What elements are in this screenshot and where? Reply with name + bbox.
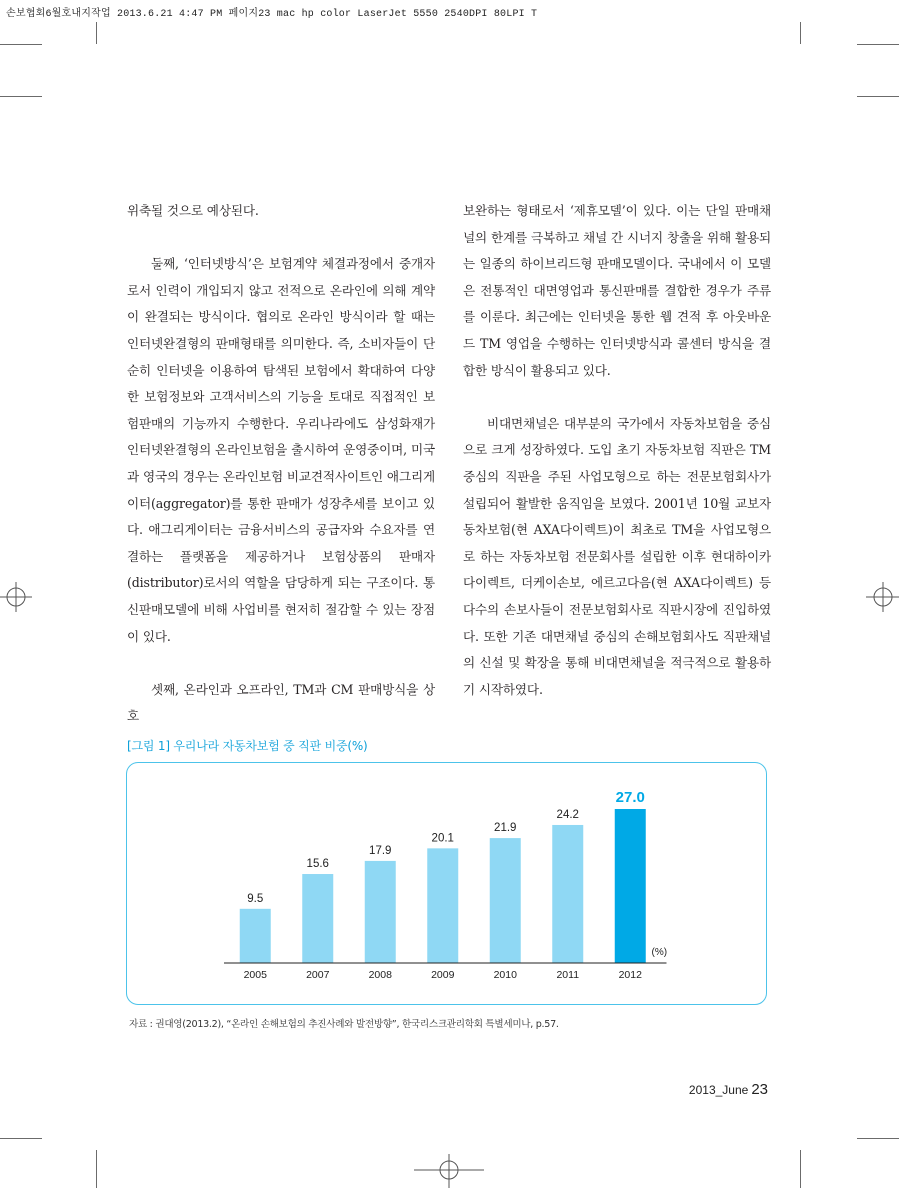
chart-bar-2005 [240, 909, 271, 963]
left-text-column [127, 198, 435, 730]
chart-value-label: 27.0 [615, 789, 645, 806]
chart-value-label: 9.5 [247, 892, 264, 905]
crop-mark-mid-right-h [857, 96, 899, 97]
crop-mark-mid-left-h [0, 96, 42, 97]
chart-bar-2011 [552, 825, 583, 963]
chart-category-label: 2011 [556, 969, 580, 981]
paragraph: 위축될 것으로 예상된다. [127, 203, 259, 218]
chart-value-label: 24.2 [556, 808, 579, 821]
paragraph: 보완하는 형태로서 ‘제휴모델’이 있다. 이는 단일 판매채널의 한계를 극복하고 채널 간 시너지 창출을 위해 활용되는 일종의 하이브리드형 판매모델이다. 국내에서 이 모델은 전통적인 대면영업과 통신판매를 결합한 경우가 주류를 이룬다. 최근에는 인터넷을 통한 웹 견적 후 아웃바운드 TM 영업을 수행하는 인터넷방식과 콜센터 방식을 결합한 방식이 활용되고 있다. [463, 203, 771, 378]
crop-mark-top-left-v [96, 22, 97, 44]
crop-mark-bottom-left-v [96, 1150, 97, 1188]
chart-bar-2007 [302, 874, 333, 963]
right-text-column [463, 198, 771, 703]
chart-category-label: 2010 [493, 969, 517, 981]
crop-mark-top-right-v [800, 22, 801, 44]
crop-mark-bottom-left-h [0, 1138, 42, 1139]
chart-category-label: 2007 [306, 969, 330, 981]
bar-chart [127, 763, 768, 1006]
crop-mark-bottom-right-h [857, 1138, 899, 1139]
page-number: 23 [751, 1081, 768, 1098]
paragraph: 둘째, ‘인터넷방식’은 보험계약 체결과정에서 중개자로서 인력이 개입되지 않고 전적으로 온라인에 의해 계약이 완결되는 방식이다. 협의로 온라인 방식이라 할 때는 인터넷완결형의 판매형태를 의미한다. 즉, 소비자들이 단순히 인터넷을 이용하여 탐색된 보험에서 확대하여 다양한 보험정보와 고객서비스의 기능을 토대로 직접적인 보험판매의 기능까지 수행한다. 우리나라에도 삼성화재가 인터넷완결형의 온라인보험을 출시하여 운영중이며, 미국과 영국의 경우는 온라인보험 비교견적사이트인 애그리게이터(aggregator)를 통한 판매가 성장추세를 보이고 있다. 애그리게이터는 금융서비스의 공급자와 수요자를 연결하는 플랫폼을 제공하거나 보험상품의 판매자(distributor)로서의 역할을 담당하게 되는 구조이다. 통신판매모델에 비해 사업비를 현저히 절감할 수 있는 장점이 있다. [127, 256, 435, 644]
chart-category-label: 2008 [368, 969, 392, 981]
chart-value-label: 17.9 [369, 844, 392, 857]
issue-label: 2013_June [688, 1083, 749, 1097]
crop-mark-top-right-h [857, 44, 899, 45]
chart-bar-2008 [365, 861, 396, 963]
paragraph: 비대면채널은 대부분의 국가에서 자동차보험을 중심으로 크게 성장하였다. 도입 초기 자동차보험 직판은 TM중심의 직판을 주된 사업모형으로 하는 전문보험회사가 설립되어 활발한 움직임을 보였다. 2001년 10월 교보자동차보험(현 AXA다이렉트)이 최초로 TM을 사업모형으로 하는 자동차보험 전문회사를 설립한 이후 현대하이카다이렉트, 더케이손보, 에르고다음(현 AXA다이렉트) 등 다수의 손보사들이 전문보험회사로 직판시장에 진입하였다. 또한 기존 대면채널 중심의 손해보험회사도 직판채널의 신설 및 확장을 통해 비대면채널을 적극적으로 활용하기 시작하였다. [463, 415, 771, 697]
chart-value-label: 21.9 [494, 822, 517, 835]
crop-mark-top-left-h [0, 44, 42, 45]
chart-bar-2010 [490, 838, 521, 963]
chart-value-label: 15.6 [306, 858, 329, 871]
registration-mark-bottom [414, 1152, 484, 1188]
chart-category-label: 2005 [243, 969, 267, 981]
registration-mark-right [866, 580, 899, 614]
chart-unit-label: (%) [651, 947, 668, 958]
chart-category-label: 2012 [618, 969, 642, 981]
chart-bar-2012 [615, 809, 646, 963]
chart-category-label: 2009 [431, 969, 455, 981]
chart-value-label: 20.1 [431, 832, 454, 845]
figure-title: [그림 1] 우리나라 자동차보험 중 직판 비중(%) [127, 739, 368, 753]
crop-mark-bottom-right-v [800, 1150, 801, 1188]
figure-source: 자료 : 권대영(2013.2), “온라인 손해보험의 추진사례와 발전방향”, 한국리스크관리학회 특별세미나, p.57. [129, 1019, 559, 1030]
registration-mark-left [0, 580, 32, 614]
printer-slug-line: 손보협회6월호내지작업 2013.6.21 4:47 PM 페이지23 mac hp color LaserJet 5550 2540DPI 80LPI T [6, 9, 538, 20]
chart-bar-2009 [427, 848, 458, 963]
page-footer [689, 1081, 768, 1098]
paragraph: 셋째, 온라인과 오프라인, TM과 CM 판매방식을 상호 [127, 681, 435, 724]
chart-frame [126, 762, 767, 1005]
